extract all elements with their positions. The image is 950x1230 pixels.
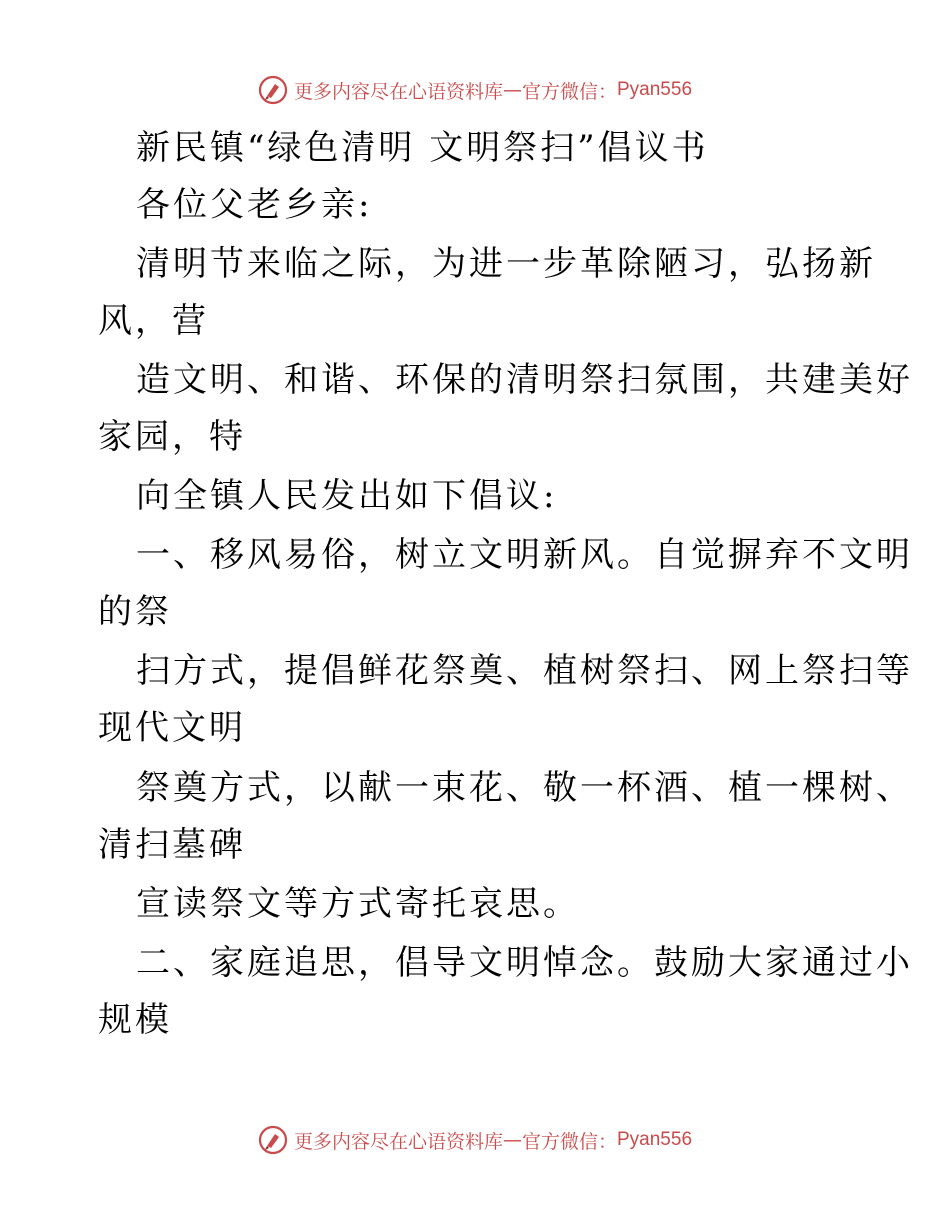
paragraph-line: 扫方式，提倡鲜花祭奠、植树祭扫、网上祭扫等	[136, 651, 913, 691]
watermark-separator: —	[502, 79, 522, 101]
watermark-site-text: 更多内容尽在心语资料库	[293, 1130, 503, 1153]
paragraph-line: 现代文明	[98, 708, 246, 748]
paragraph-line: 一、移风易俗，树立文明新风。自觉摒弃不文明	[136, 535, 913, 575]
watermark-wechat-label: 官方微信：	[521, 1130, 617, 1153]
paragraph-line: 向全镇人民发出如下倡议:	[136, 476, 558, 516]
footer-watermark	[0, 1120, 950, 1160]
paragraph-line: 造文明、和谐、环保的清明祭扫氛围，共建美好	[136, 360, 913, 400]
watermark-wechat-id: Pyan556	[617, 1129, 693, 1150]
paragraph-line: 清扫墓碑	[98, 825, 246, 865]
salutation: 各位父老乡亲:	[136, 185, 373, 225]
watermark-wechat-id: Pyan556	[617, 79, 693, 100]
document-title: 新民镇“绿色清明 文明祭扫”倡议书	[136, 128, 709, 168]
paragraph-line: 清明节来临之际，为进一步革除陋习，弘扬新	[136, 244, 876, 284]
watermark-site-text: 更多内容尽在心语资料库	[293, 80, 503, 103]
paragraph-line: 的祭	[98, 592, 172, 632]
watermark-wechat-label: 官方微信：	[521, 80, 617, 103]
paragraph-line: 宣读祭文等方式寄托哀思。	[136, 884, 580, 924]
pen-nib-logo-icon	[258, 1125, 288, 1155]
paragraph-line: 二、家庭追思，倡导文明悼念。鼓励大家通过小	[136, 943, 913, 983]
paragraph-line: 规模	[98, 1000, 172, 1040]
pen-nib-logo-icon	[258, 75, 288, 105]
paragraph-line: 祭奠方式，以献一束花、敬一杯酒、植一棵树、	[136, 768, 913, 808]
paragraph-line: 风，营	[98, 301, 209, 341]
header-watermark	[0, 70, 950, 110]
paragraph-line: 家园，特	[98, 417, 246, 457]
watermark-separator: —	[502, 1129, 522, 1151]
